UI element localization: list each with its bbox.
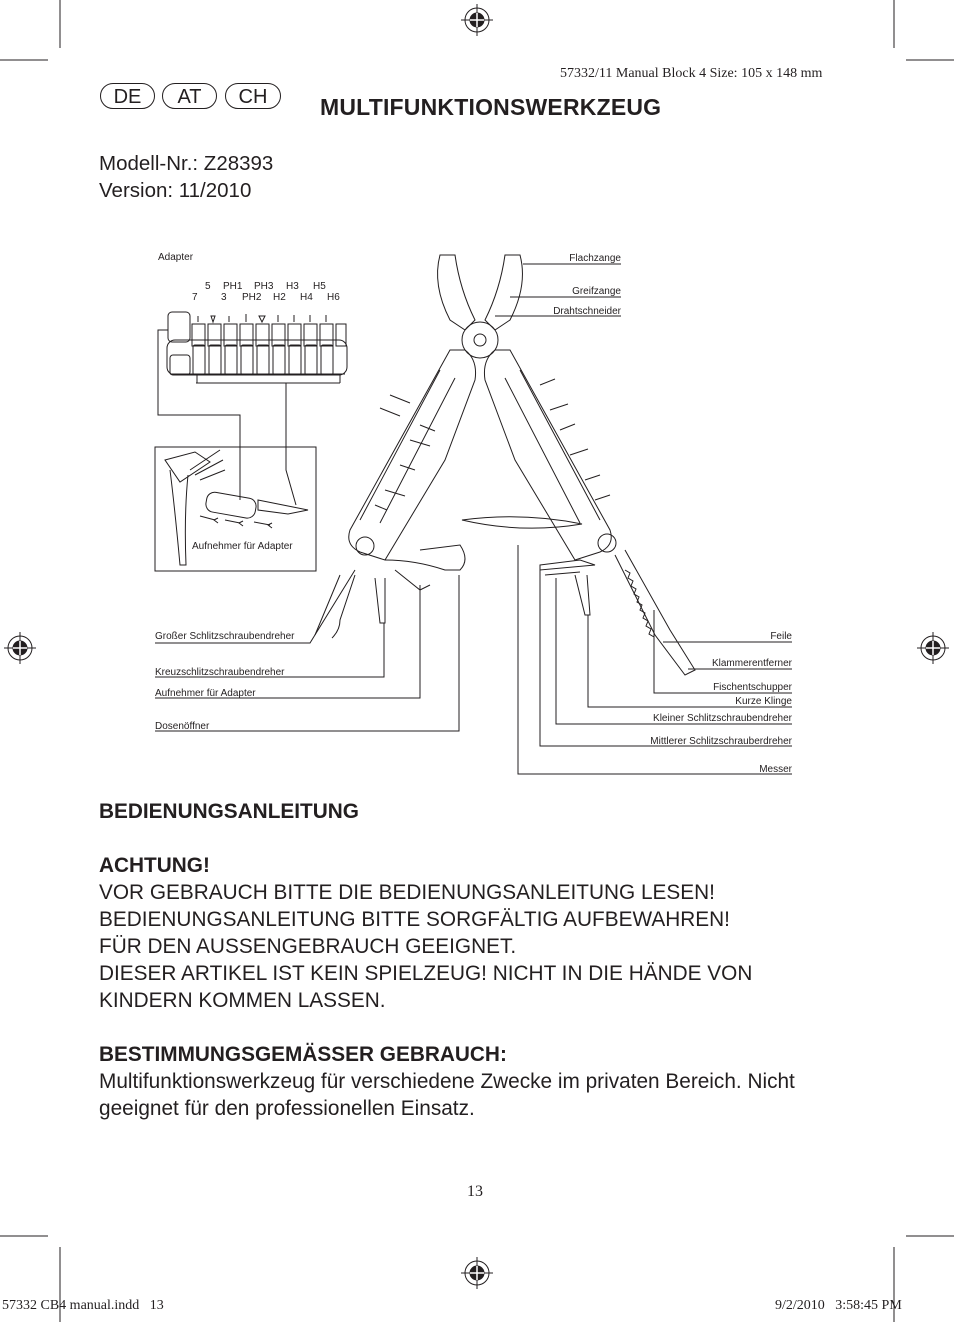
- usage-heading: BESTIMMUNGSGEMÄSSER GEBRAUCH:: [99, 1043, 507, 1066]
- warning-line: BEDIENUNGSANLEITUNG BITTE SORGFÄLTIG AUFBEWAHREN!: [99, 908, 730, 931]
- warning-line: VOR GEBRAUCH BITTE DIE BEDIENUNGSANLEITUNG LESEN!: [99, 881, 715, 904]
- print-info: 57332/11 Manual Block 4 Size: 105 x 148 mm: [560, 66, 823, 81]
- label-large-slot-screwdriver: Großer Schlitzschraubendreher: [155, 631, 295, 642]
- label-adapter-holder: Aufnehmer für Adapter: [155, 688, 256, 699]
- warning-heading: ACHTUNG!: [99, 854, 210, 877]
- label-small-slot-screwdriver: Kleiner Schlitzschraubendreher: [653, 713, 792, 724]
- label-knife: Messer: [759, 764, 792, 775]
- page-number: 13: [467, 1183, 483, 1200]
- inset-label: Aufnehmer für Adapter: [192, 541, 293, 552]
- bit-size-7: 7: [192, 292, 198, 303]
- registration-mark-bottom: [461, 1257, 493, 1289]
- bit-size-h5: H5: [313, 281, 326, 292]
- bit-size-ph2: PH2: [242, 292, 262, 303]
- label-medium-slot-screwdriver: Mittlerer Schlitzschrauberdreher: [650, 736, 792, 747]
- warning-line: FÜR DEN AUSSENGEBRAUCH GEEIGNET.: [99, 935, 517, 958]
- label-fish-scaler: Fischentschupper: [713, 682, 792, 693]
- label-staple-remover: Klammerentferner: [711, 658, 792, 669]
- language-badge-ch: CH: [225, 83, 281, 109]
- label-phillips-screwdriver: Kreuzschlitzschraubendreher: [155, 667, 285, 678]
- bit-size-5: 5: [205, 281, 211, 292]
- label-can-opener: Dosenöffner: [155, 721, 210, 732]
- timestamp: 9/2/2010 3:58:45 PM: [775, 1298, 902, 1313]
- page-title: MULTIFUNKTIONSWERKZEUG: [320, 94, 662, 120]
- label-wire-cutter: Drahtschneider: [553, 306, 621, 317]
- language-badge-de: DE: [100, 83, 155, 109]
- bit-size-3: 3: [221, 292, 227, 303]
- file-info: 57332 CB4 manual.indd 13: [2, 1298, 164, 1313]
- label-short-blade: Kurze Klinge: [735, 696, 792, 707]
- bit-size-ph3: PH3: [254, 281, 274, 292]
- label-file: Feile: [770, 631, 792, 642]
- bit-size-h4: H4: [300, 292, 313, 303]
- usage-text: Multifunktionswerkzeug für verschiedene Zwecke im privaten Bereich. Nicht geeignet für den professionellen Einsatz.: [99, 1070, 795, 1120]
- instructions-heading: BEDIENUNGSANLEITUNG: [99, 800, 359, 823]
- bit-size-ph1: PH1: [223, 281, 243, 292]
- label-gripping-pliers: Greifzange: [572, 286, 621, 297]
- bit-set-illustration: [167, 312, 347, 383]
- model-number: Modell-Nr.: Z28393: [99, 152, 274, 175]
- label-adapter: Adapter: [158, 252, 194, 263]
- bit-size-h2: H2: [273, 292, 286, 303]
- model-version: Version: 11/2010: [99, 179, 252, 202]
- warning-list: [99, 879, 899, 1014]
- language-badge-at: AT: [162, 83, 217, 109]
- bit-size-h3: H3: [286, 281, 299, 292]
- multitool-illustration: [315, 255, 695, 675]
- label-flat-pliers: Flachzange: [569, 253, 621, 264]
- warning-line: DIESER ARTIKEL IST KEIN SPIELZEUG! NICHT IN DIE HÄNDE VON KINDERN KOMMEN LASSEN.: [99, 962, 753, 1012]
- bit-size-h6: H6: [327, 292, 340, 303]
